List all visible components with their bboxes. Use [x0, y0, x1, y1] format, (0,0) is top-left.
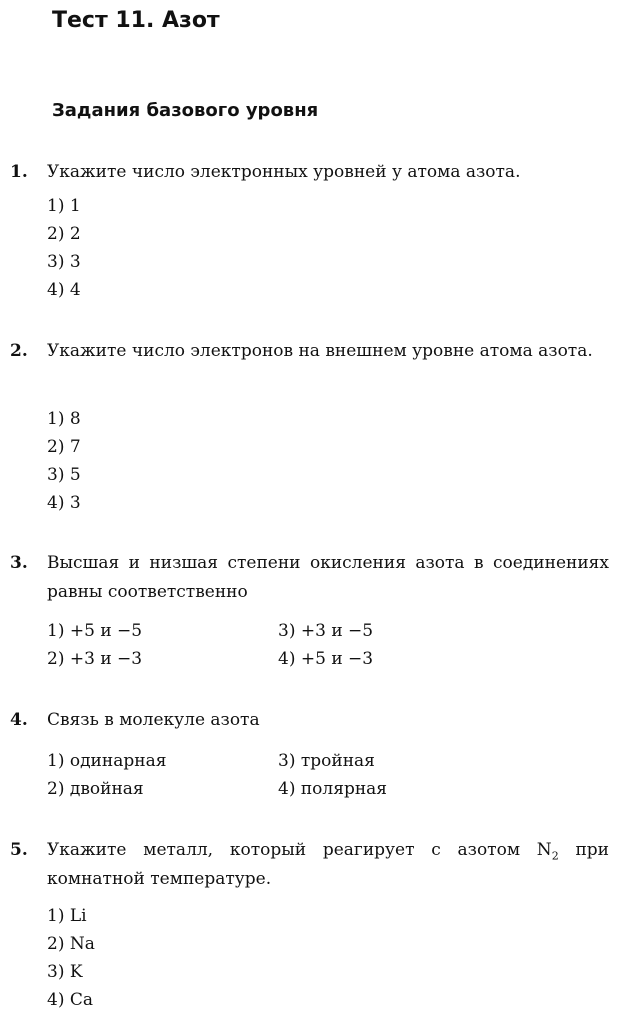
answer-option-2[interactable]: 2) 2 — [47, 224, 81, 244]
question-text: Укажите число электронов на внешнем уровне атома азота. — [47, 341, 593, 361]
answer-option-2[interactable]: 2) 7 — [47, 437, 81, 457]
question-text — [47, 836, 609, 894]
answer-option-4[interactable]: 4) 3 — [47, 493, 81, 513]
answer-option-4[interactable]: 4) Ca — [47, 990, 93, 1010]
answer-option-3[interactable]: 3) 5 — [47, 465, 81, 485]
answer-option-3[interactable]: 3) +3 и −5 — [278, 621, 374, 641]
answer-option-2[interactable]: 2) +3 и −3 — [47, 649, 143, 669]
question-text-part: при комнатной температуре. — [47, 840, 609, 889]
answer-option-4[interactable]: 4) +5 и −3 — [278, 649, 374, 669]
question-number: 3. — [10, 553, 28, 573]
answer-option-1[interactable]: 1) одинарная — [47, 751, 167, 771]
question-number: 4. — [10, 710, 28, 730]
question-text-part: Укажите металл, который реагирует с азотом N — [47, 840, 552, 860]
answer-option-2[interactable]: 2) двойная — [47, 779, 144, 799]
answer-option-4[interactable]: 4) полярная — [278, 779, 388, 799]
test-title: Тест 11. Азот — [52, 8, 220, 33]
question-text: Высшая и низшая степени окисления азота в соединениях равны соответственно — [47, 553, 609, 602]
question-number: 2. — [10, 341, 28, 361]
question-text: Связь в молекуле азота — [47, 710, 260, 730]
answer-option-1[interactable]: 1) Li — [47, 906, 87, 926]
answer-option-3[interactable]: 3) K — [47, 962, 83, 982]
answer-option-2[interactable]: 2) Na — [47, 934, 95, 954]
answer-option-1[interactable]: 1) 1 — [47, 196, 81, 216]
answer-option-3[interactable]: 3) тройная — [278, 751, 375, 771]
section-heading: Задания базового уровня — [52, 100, 319, 121]
subscript-index: 2 — [551, 849, 559, 863]
question-text: Укажите число электронных уровней у атома азота. — [47, 162, 521, 182]
answer-option-3[interactable]: 3) 3 — [47, 252, 81, 272]
answer-option-1[interactable]: 1) +5 и −5 — [47, 621, 143, 641]
question-number: 1. — [10, 162, 28, 182]
answer-option-1[interactable]: 1) 8 — [47, 409, 81, 429]
answer-option-4[interactable]: 4) 4 — [47, 280, 81, 300]
question-number: 5. — [10, 840, 28, 860]
